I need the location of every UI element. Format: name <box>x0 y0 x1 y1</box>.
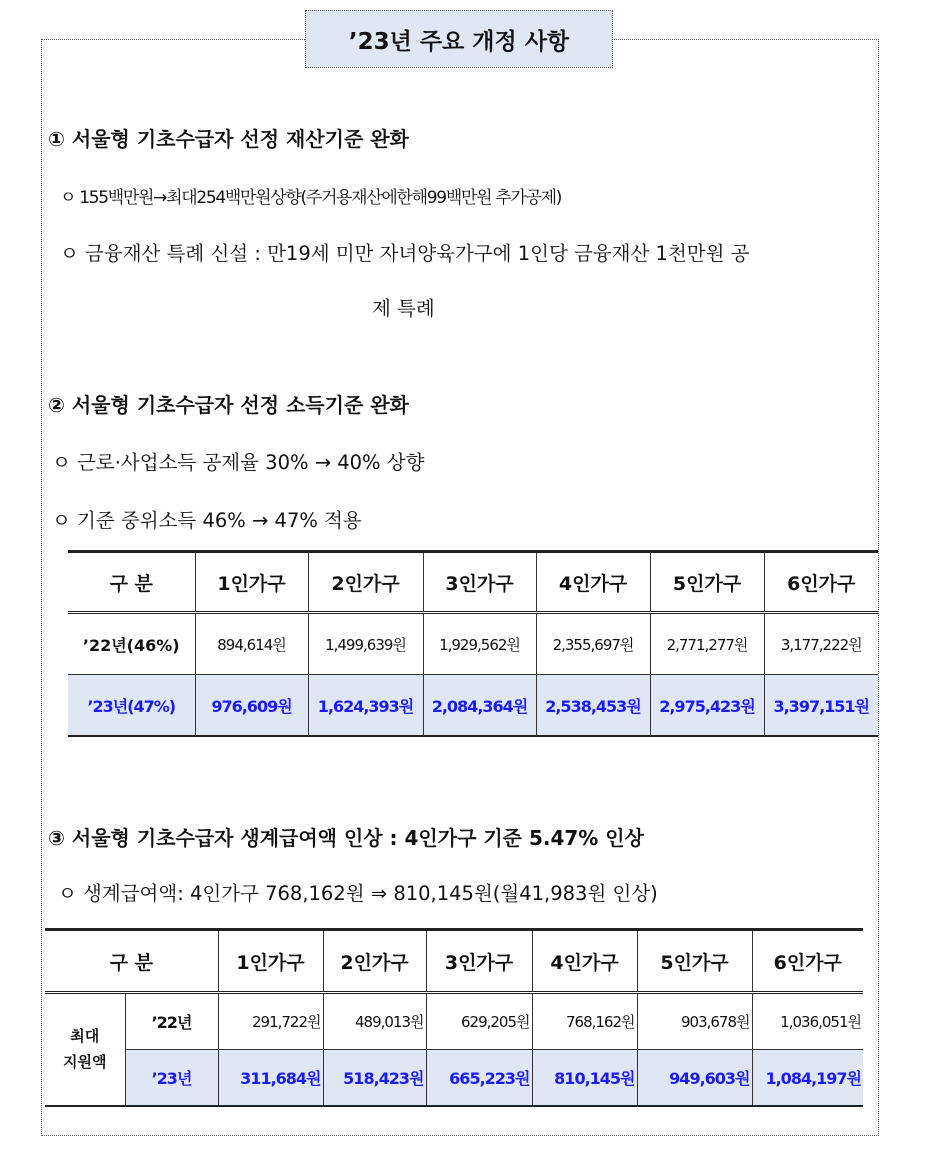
table-cell: 1,084,197원 <box>752 1050 863 1107</box>
table-cell: 2,355,697원 <box>536 613 650 675</box>
table-header-cell: 5인가구 <box>650 552 764 613</box>
table-cell: 3,177,222원 <box>764 613 878 675</box>
section1-bullet2-line1: ㅇ 금융재산 특례 신설 : 만19세 미만 자녀양육가구에 1인당 금융재산 1천만원 공 <box>60 242 750 265</box>
table-cell: 810,145원 <box>532 1050 637 1107</box>
table-row-highlight <box>45 1050 863 1107</box>
table-header-cell: 구 분 <box>68 552 195 613</box>
section1-bullet2-line2: 제 특례 <box>372 297 435 320</box>
livelihood-benefit-table <box>45 928 863 1107</box>
table-cell: 665,223원 <box>426 1050 532 1107</box>
row-label: ’23년 <box>125 1050 218 1107</box>
table-cell: 894,614원 <box>195 613 308 675</box>
table-row-highlight <box>68 675 878 737</box>
table-header-cell: 4인가구 <box>532 930 637 993</box>
table-cell: 2,084,364원 <box>423 675 536 737</box>
page-title: ’23년 주요 개정 사항 <box>305 10 613 68</box>
section1-bullet1: ㅇ 155백만원→최대254백만원상향(주거용재산에한해99백만원 추가공제) <box>60 188 562 208</box>
table-header-cell: 1인가구 <box>218 930 323 993</box>
table-row <box>68 613 878 675</box>
section3-bullet1: ㅇ 생계급여액: 4인가구 768,162원 ⇒ 810,145원(월41,983원 인상) <box>58 882 658 905</box>
table-cell: 2,538,453원 <box>536 675 650 737</box>
table-cell: 2,771,277원 <box>650 613 764 675</box>
table-cell: 2,975,423원 <box>650 675 764 737</box>
table-header-cell: 3인가구 <box>423 552 536 613</box>
section2-heading: ② 서울형 기초수급자 선정 소득기준 완화 <box>48 393 409 417</box>
section2-bullet1: ㅇ 근로·사업소득 공제율 30% → 40% 상향 <box>52 451 425 474</box>
table-cell: 1,036,051원 <box>752 993 863 1050</box>
median-income-table <box>68 550 878 737</box>
table-header-cell: 3인가구 <box>426 930 532 993</box>
table-cell: 629,205원 <box>426 993 532 1050</box>
table-header-cell: 1인가구 <box>195 552 308 613</box>
row-label: ’23년(47%) <box>68 675 195 737</box>
table-cell: 291,722원 <box>218 993 323 1050</box>
row-label: ’22년(46%) <box>82 635 180 655</box>
table-row <box>45 993 863 1050</box>
table-cell: 489,013원 <box>323 993 426 1050</box>
table-cell: 311,684원 <box>218 1050 323 1107</box>
section2-bullet2: ㅇ 기준 중위소득 46% → 47% 적용 <box>52 509 362 532</box>
section1-heading: ① 서울형 기초수급자 선정 재산기준 완화 <box>48 127 409 151</box>
table-header-row <box>45 930 863 993</box>
table-header-cell: 5인가구 <box>637 930 752 993</box>
table-cell: 768,162원 <box>532 993 637 1050</box>
table-cell: 3,397,151원 <box>764 675 878 737</box>
table-header-cell: 6인가구 <box>764 552 878 613</box>
table-cell: 976,609원 <box>195 675 308 737</box>
table-header-cell: 구 분 <box>45 930 218 993</box>
table-cell: 903,678원 <box>637 993 752 1050</box>
row-group-label: 최대 지원액 <box>45 993 125 1107</box>
table-header-cell: 2인가구 <box>308 552 423 613</box>
table-cell: 949,603원 <box>637 1050 752 1107</box>
table-cell: 1,499,639원 <box>308 613 423 675</box>
table-header-cell: 2인가구 <box>323 930 426 993</box>
row-label: ’22년 <box>125 993 218 1050</box>
table-header-row <box>68 552 878 613</box>
table-header-cell: 4인가구 <box>536 552 650 613</box>
section3-heading: ③ 서울형 기초수급자 생계급여액 인상 : 4인가구 기준 5.47% 인상 <box>48 826 644 850</box>
table-cell: 1,624,393원 <box>308 675 423 737</box>
table-header-cell: 6인가구 <box>752 930 863 993</box>
table-cell: 518,423원 <box>323 1050 426 1107</box>
table-cell: 1,929,562원 <box>423 613 536 675</box>
